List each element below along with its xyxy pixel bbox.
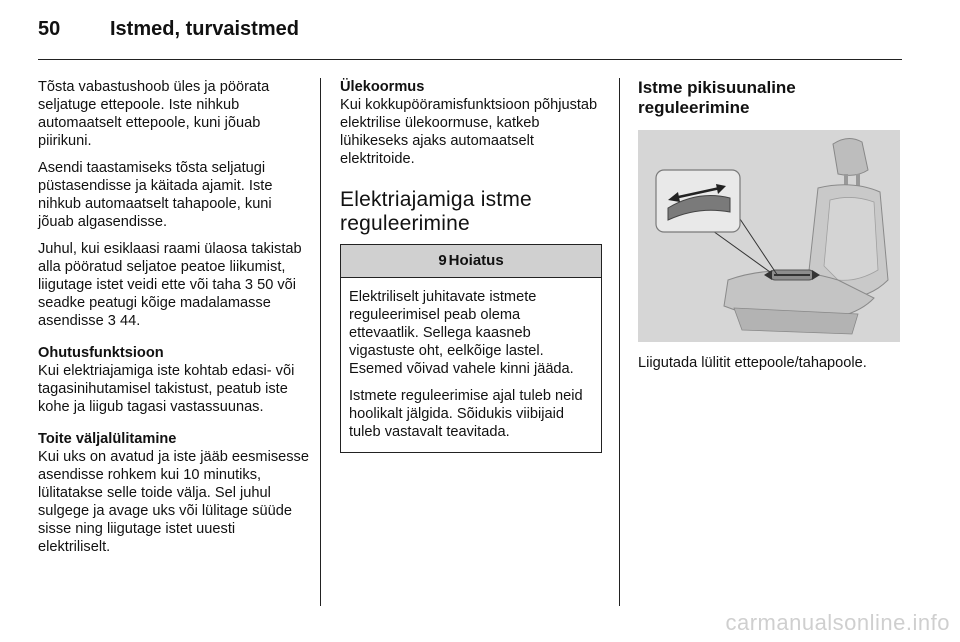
overload-heading: Ülekoormus xyxy=(340,79,425,95)
header-rule xyxy=(38,59,902,60)
subsection-title xyxy=(638,78,900,118)
column-1 xyxy=(38,78,310,565)
safety-text: Kui elektriajamiga iste kohtab edasi- või tagasinihutamisel takistust, peatub iste kohe ja liigub tagasi vastassuunas. xyxy=(38,363,295,415)
warning-title: Hoiatus xyxy=(448,252,504,269)
warning-body xyxy=(341,278,601,452)
page-ref-2[interactable]: 44. xyxy=(119,313,141,329)
subsection-title-line-1: Istme pikisuunaline xyxy=(638,78,796,97)
power-off-text: Kui uks on avatud ja iste jääb eesmisesse asendisse rohkem kui 10 minutiks, lülitatakse selle toide välja. Sel juhul sulgege ja avage uks või lülitage süüde sisse ning liigutage istet uuesti elektriliselt. xyxy=(38,449,309,555)
figure-caption: Liigutada lülitit ettepoole/tahapoole. xyxy=(638,355,867,371)
column-3 xyxy=(638,78,900,381)
overload-text: Kui kokkupööramisfunktsioon põhjustab elektrilise ülekoormuse, katkeb lühikeseks ajaks automaatselt elektritoide. xyxy=(340,97,598,167)
watermark: carmanualsonline.info xyxy=(725,610,950,635)
paragraph-3-text-b: või seadke peatugi kõige madalamasse asendisse xyxy=(38,277,297,329)
safety-heading: Ohutusfunktsioon xyxy=(38,345,164,361)
seat-adjustment-figure xyxy=(638,130,900,342)
section-title-line-2: reguleerimine xyxy=(340,212,470,235)
subsection-title-line-2: reguleerimine xyxy=(638,98,750,117)
paragraph-3-text-a: Juhul, kui esiklaasi raami ülaosa takistab alla pööratud seljatoe peatoe liikumist, liigutage istet veidi ette või taha xyxy=(38,241,302,293)
section-title-line-1: Elektriajamiga istme xyxy=(340,188,532,211)
column-divider-1 xyxy=(320,78,321,606)
column-divider-2 xyxy=(619,78,620,606)
column-2 xyxy=(340,78,602,453)
paragraph-2: Asendi taastamiseks tõsta seljatugi püstasendisse ja käitada ajamit. Iste nihkub automaatselt tahapoole, kuni jõuab algasendisse. xyxy=(38,160,273,230)
warning-header xyxy=(341,245,601,278)
paragraph-1: Tõsta vabastushoob üles ja pöörata seljatuge ettepoole. Iste nihkub automaatselt ettepoole, kuni jõuab piirikuni. xyxy=(38,79,270,149)
page-ref-icon: 3 xyxy=(244,277,254,293)
page-ref-1[interactable]: 50 xyxy=(257,277,274,293)
paragraph-3 xyxy=(38,240,310,330)
warning-text-2: Istmete reguleerimise ajal tuleb neid hoolikalt jälgida. Sõidukis viibijaid tuleb vastavalt teavitada. xyxy=(349,388,583,440)
page-header xyxy=(38,18,299,41)
page-number: 50 xyxy=(38,18,61,40)
warning-box xyxy=(340,244,602,453)
seat-illustration xyxy=(638,130,900,342)
warning-text-1: Elektriliselt juhitavate istmete reguleerimisel peab olema ettevaatlik. Sellega kaasneb vigastuste oht, eelkõige lastel. Esemed võivad vahele kinni jääda. xyxy=(349,289,574,377)
warning-icon: 9 xyxy=(438,252,447,269)
power-off-heading: Toite väljalülitamine xyxy=(38,431,177,447)
page-title: Istmed, turvaistmed xyxy=(110,18,299,40)
page-ref-icon: 3 xyxy=(107,313,116,329)
section-title xyxy=(340,188,602,236)
